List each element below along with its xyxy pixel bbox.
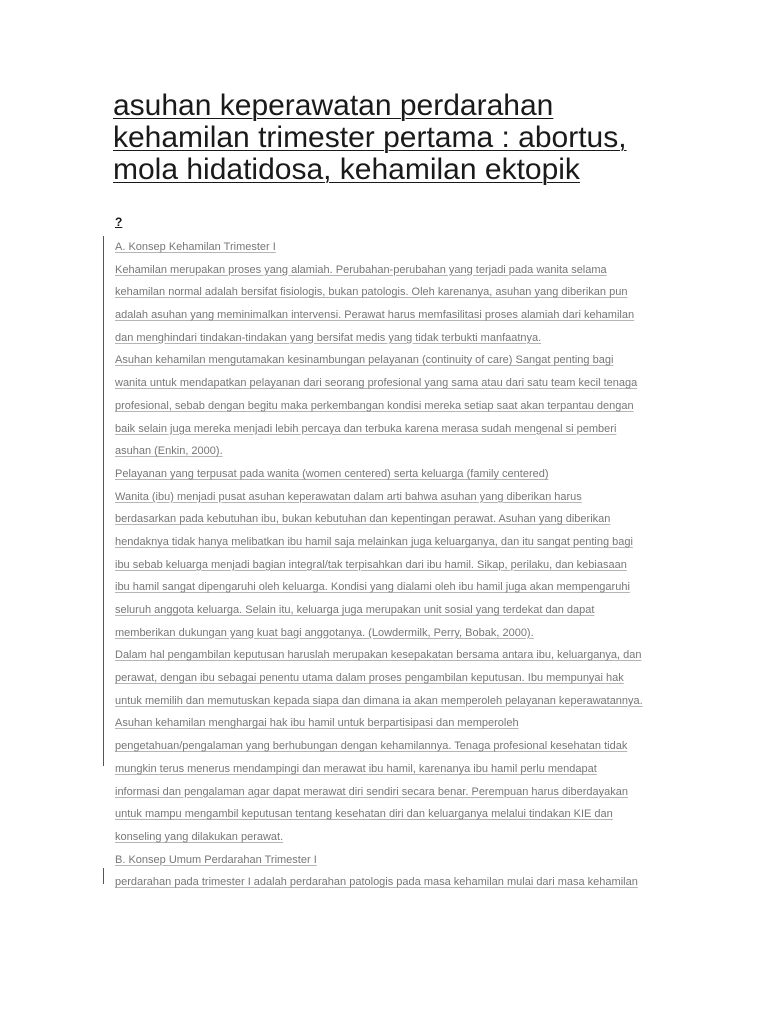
text-line: Asuhan kehamilan menghargai hak ibu hamil untuk berpartisipasi dan memperoleh <box>115 717 519 730</box>
text-line: informasi dan pengalaman agar dapat merawat diri sendiri secara benar. Perempuan harus diberdayakan <box>115 785 629 798</box>
text-line: Wanita (ibu) menjadi pusat asuhan keperawatan dalam arti bahwa asuhan yang diberikan harus <box>115 490 582 503</box>
text-line: perawat, dengan ibu sebagai penentu utama dalam proses pengambilan keputusan. Ibu mempunyai hak <box>115 672 624 685</box>
document-body <box>115 236 675 894</box>
margin-rule-upper <box>103 236 104 766</box>
text-line: untuk memilih dan memutuskan kepada siapa dan dimana ia akan memperoleh pelayanan keperawatannya. <box>115 694 643 707</box>
text-line: Kehamilan merupakan proses yang alamiah. Perubahan-perubahan yang terjadi pada wanita selama <box>115 263 607 276</box>
section-marker: ? <box>115 215 123 229</box>
text-line: baik selain juga mereka menjadi lebih percaya dan terbuka karena merasa sudah mengenal si pemberi <box>115 422 617 435</box>
text-line: berdasarkan pada kebutuhan ibu, bukan kebutuhan dan kepentingan perawat. Asuhan yang diberikan <box>115 513 611 526</box>
document-title: asuhan keperawatan perdarahan kehamilan trimester pertama : abortus, mola hidatidosa, kehamilan ektopik <box>113 89 627 186</box>
text-line: asuhan (Enkin, 2000). <box>115 445 223 458</box>
text-line: profesional, sebab dengan begitu maka perkembangan kondisi mereka setiap saat akan terpantau dengan <box>115 399 634 412</box>
text-line: ibu sebab keluarga menjadi bagian integral/tak terpisahkan dari ibu hamil. Sikap, perilaku, dan kebiasaan <box>115 558 627 571</box>
text-line: kehamilan normal adalah bersifat fisiologis, bukan patologis. Oleh karenanya, asuhan yang diberikan pun <box>115 286 628 299</box>
text-line: perdarahan pada trimester I adalah perdarahan patologis pada masa kehamilan mulai dari masa kehamilan <box>115 876 638 889</box>
text-line: seluruh anggota keluarga. Selain itu, keluarga juga merupakan unit sosial yang terdekat dan dapat <box>115 604 595 616</box>
text-line: dan menghindari tindakan-tindakan yang bersifat medis yang tidak terbukti manfaatnya. <box>115 331 542 344</box>
text-line: B. Konsep Umum Perdarahan Trimester I <box>115 853 317 866</box>
text-line: memberikan dukungan yang kuat bagi anggotanya. (Lowdermilk, Perry, Bobak, 2000). <box>115 626 534 639</box>
text-line: Asuhan kehamilan mengutamakan kesinambungan pelayanan (continuity of care) Sangat penting bagi <box>115 354 614 367</box>
text-line: adalah asuhan yang meminimalkan intervensi. Perawat harus memfasilitasi proses alamiah dari kehamilan <box>115 309 635 322</box>
text-line: Dalam hal pengambilan keputusan haruslah merupakan kesepakatan bersama antara ibu, keluarganya, dan <box>115 649 642 662</box>
text-line: mungkin terus menerus mendampingi dan merawat ibu hamil, karenanya ibu hamil perlu mendapat <box>115 762 597 775</box>
text-line: Pelayanan yang terpusat pada wanita (women centered) serta keluarga (family centered) <box>115 467 549 480</box>
text-line: wanita untuk mendapatkan pelayanan dari seorang profesional yang sama atau dari satu team kecil tenaga <box>115 377 638 390</box>
text-line: ibu hamil sangat dipengaruhi oleh keluarga. Kondisi yang dialami oleh ibu hamil juga akan mempengaruhi <box>115 581 630 594</box>
text-line: untuk mampu mengambil keputusan tentang kesehatan diri dan keluarganya melalui tindakan KIE dan <box>115 808 613 821</box>
text-line: pengetahuan/pengalaman yang berhubungan dengan kehamilannya. Tenaga profesional kesehatan tidak <box>115 740 628 753</box>
text-line: konseling yang dilakukan perawat. <box>115 830 284 843</box>
margin-rule-lower <box>103 868 104 884</box>
text-line: hendaknya tidak hanya melibatkan ibu hamil saja melainkan juga keluarganya, dan itu sangat penting bagi <box>115 535 633 548</box>
text-line: A. Konsep Kehamilan Trimester I <box>115 241 276 253</box>
